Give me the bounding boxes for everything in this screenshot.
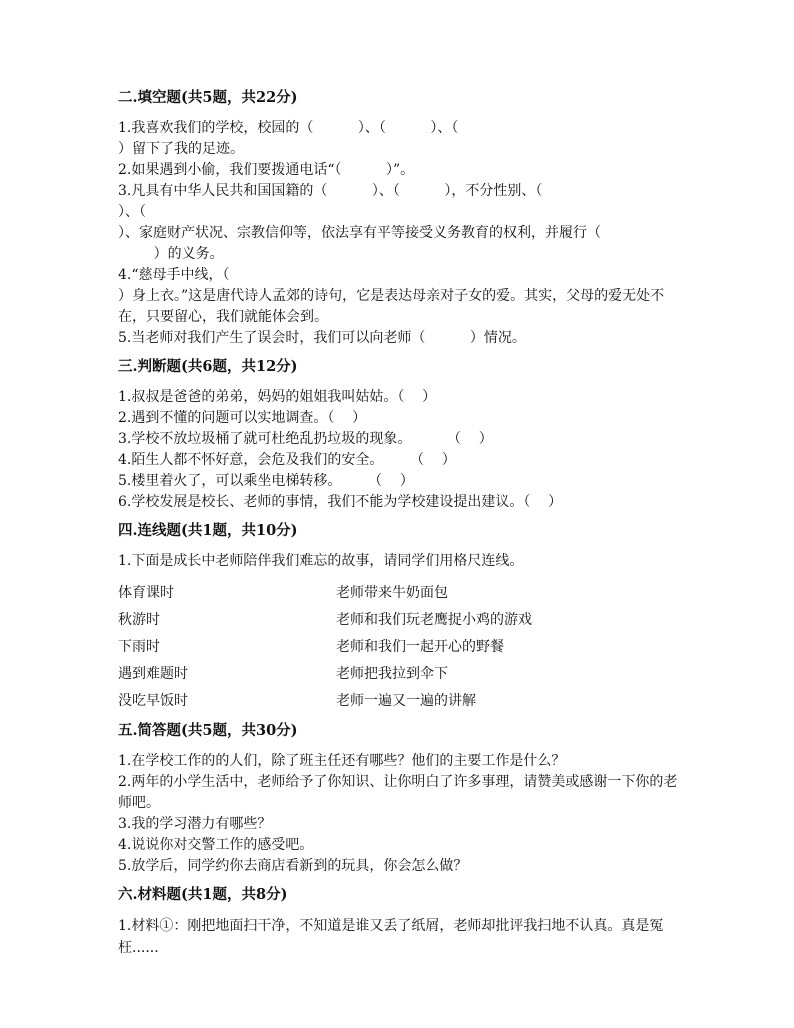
match-left-item: 体育课时 xyxy=(118,584,174,601)
match-right-item: 老师把我拉到伞下 xyxy=(336,665,448,682)
judge-question: 1.叔叔是爸爸的弟弟，妈妈的姐姐我叫姑姑。（ ） xyxy=(118,389,437,405)
match-row xyxy=(118,578,678,605)
short-answer-question: 2.两年的小学生活中，老师给予了你知识、让你明白了许多事理，请赞美或感谢一下你的老师吧。 xyxy=(118,774,678,811)
fill-question-line: 3.凡具有中华人民共和国国籍的（ ）、（ ），不分性别、（ xyxy=(118,183,543,199)
match-row xyxy=(118,686,678,713)
fill-question-line: 5.当老师对我们产生了误会时，我们可以向老师（ ）情况。 xyxy=(118,330,526,346)
section-title-judge: 三.判断题(共6题，共12分) xyxy=(118,358,298,375)
judge-question: 4.陌生人都不怀好意，会危及我们的安全。 （ ） xyxy=(118,452,456,468)
match-left-item: 秋游时 xyxy=(118,611,160,628)
material-section xyxy=(118,885,678,959)
match-left-item: 遇到难题时 xyxy=(118,665,188,682)
material-text: 1.材料①：刚把地面扫干净，不知道是谁又丢了纸屑，老师却批评我扫地不认真。真是冤枉...... xyxy=(118,918,664,956)
judge-question: 6.学校发展是校长、老师的事情，我们不能为学校建设提出建议。（ ） xyxy=(118,494,563,510)
match-left-item: 下雨时 xyxy=(118,638,160,655)
section-title-material: 六.材料题(共1题，共8分) xyxy=(118,886,288,903)
match-row xyxy=(118,605,678,632)
match-row xyxy=(118,659,678,686)
short-answer-question: 4.说说你对交警工作的感受吧。 xyxy=(118,837,314,853)
match-right-item: 老师一遍又一遍的讲解 xyxy=(336,692,476,709)
fill-question-line: ）身上衣。”这是唐代诗人孟郊的诗句，它是表达母亲对子女的爱。其实，父母的爱无处不在，只要留心，我们就能体会到。 xyxy=(118,288,665,325)
fill-question-line: ）、家庭财产状况、宗教信仰等，依法享有平等接受义务教育的权利，并履行（ xyxy=(118,225,601,241)
fill-question-line: ）、（ xyxy=(118,204,146,220)
section-title-match: 四.连线题(共1题，共10分) xyxy=(118,522,298,539)
short-answer-question: 3.我的学习潜力有哪些？ xyxy=(118,816,272,832)
section-title-fill: 二.填空题(共5题，共22分) xyxy=(118,89,298,106)
match-section xyxy=(118,521,678,713)
exam-content xyxy=(118,88,678,967)
fill-question-line: ）留下了我的足迹。 xyxy=(118,141,244,157)
judge-question: 3.学校不放垃圾桶了就可杜绝乱扔垃圾的现象。 （ ） xyxy=(118,431,493,447)
fill-question-line: ）的义务。 xyxy=(118,246,224,262)
match-instruction: 1.下面是成长中老师陪伴我们难忘的故事，请同学们用格尺连线。 xyxy=(118,553,524,569)
fill-question-line: 4.“慈母手中线，（ xyxy=(118,267,230,283)
match-right-item: 老师和我们一起开心的野餐 xyxy=(336,638,504,655)
judge-question: 5.楼里着火了，可以乘坐电梯转移。 （ ） xyxy=(118,473,414,489)
fill-question-line: 1.我喜欢我们的学校，校园的（ ）、（ ）、（ xyxy=(118,120,459,136)
short-answer-question: 1.在学校工作的的人们，除了班主任还有哪些？他们的主要工作是什么？ xyxy=(118,753,566,769)
fill-question-line: 2.如果遇到小偷，我们要拨通电话“（ ）”。 xyxy=(118,162,415,178)
match-right-item: 老师和我们玩老鹰捉小鸡的游戏 xyxy=(336,611,532,628)
fill-section xyxy=(118,88,678,349)
judge-question: 2.遇到不懂的问题可以实地调查。（ ） xyxy=(118,410,367,426)
match-right-item: 老师带来牛奶面包 xyxy=(336,584,448,601)
section-title-short-answer: 五.简答题(共5题，共30分) xyxy=(118,722,298,739)
judge-section xyxy=(118,357,678,513)
short-answer-question: 5.放学后，同学约你去商店看新到的玩具，你会怎么做？ xyxy=(118,858,468,874)
match-left-item: 没吃早饭时 xyxy=(118,692,188,709)
short-answer-section xyxy=(118,721,678,877)
match-row xyxy=(118,632,678,659)
